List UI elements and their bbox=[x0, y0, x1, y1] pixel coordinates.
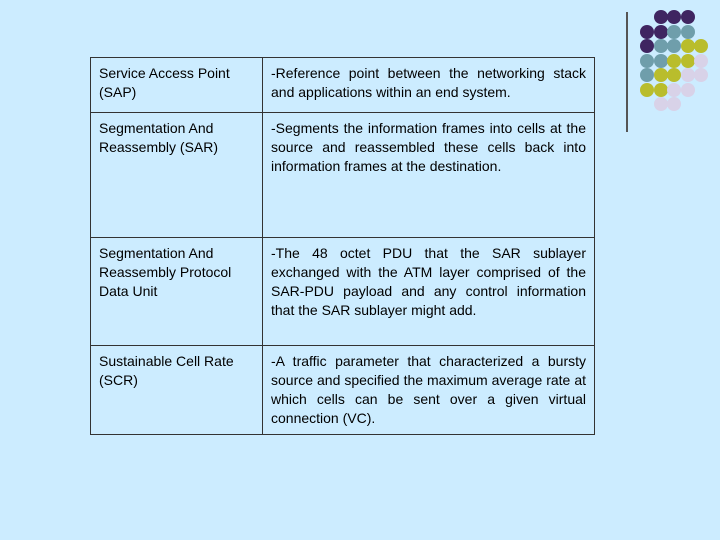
table-row bbox=[91, 346, 595, 435]
glossary-definition: -The 48 octet PDU that the SAR sublayer exchanged with the ATM layer comprised of the SAR-PDU payload and any control information that the SAR sublayer might add. bbox=[263, 238, 595, 346]
glossary-term: Segmentation And Reassembly (SAR) bbox=[91, 113, 263, 238]
decorative-dot bbox=[654, 68, 668, 82]
decorative-dot bbox=[667, 39, 681, 53]
table-row bbox=[91, 113, 595, 238]
glossary-term: Sustainable Cell Rate (SCR) bbox=[91, 346, 263, 435]
decorative-dot bbox=[667, 97, 681, 111]
decorative-dot bbox=[640, 68, 654, 82]
decorative-dot bbox=[654, 97, 668, 111]
glossary-definition: -A traffic parameter that characterized a bursty source and specified the maximum average rate at which cells can be sent over a given virtual connection (VC). bbox=[263, 346, 595, 435]
table-row bbox=[91, 238, 595, 346]
decorative-dot bbox=[654, 39, 668, 53]
decorative-dot bbox=[640, 54, 654, 68]
decorative-dot bbox=[681, 25, 695, 39]
table-row bbox=[91, 58, 595, 113]
decorative-dot bbox=[694, 54, 708, 68]
glossary-term: Segmentation And Reassembly Protocol Data Unit bbox=[91, 238, 263, 346]
decorative-dot bbox=[654, 10, 668, 24]
decorative-dot bbox=[681, 39, 695, 53]
decorative-dot bbox=[694, 39, 708, 53]
decorative-dot bbox=[640, 25, 654, 39]
decorative-dot bbox=[667, 10, 681, 24]
decorative-dot bbox=[667, 68, 681, 82]
glossary-term: Service Access Point (SAP) bbox=[91, 58, 263, 113]
decorative-dot bbox=[681, 83, 695, 97]
decorative-dot bbox=[694, 68, 708, 82]
glossary-table bbox=[90, 57, 595, 435]
decorative-dot bbox=[640, 39, 654, 53]
decorative-dot bbox=[667, 54, 681, 68]
decorative-dot bbox=[681, 68, 695, 82]
decorative-dot bbox=[667, 25, 681, 39]
decorative-dot bbox=[654, 54, 668, 68]
decorative-dot bbox=[667, 83, 681, 97]
decorative-dot bbox=[681, 10, 695, 24]
decorative-dot bbox=[654, 25, 668, 39]
decorative-vertical-line bbox=[626, 12, 628, 132]
decorative-dot bbox=[640, 83, 654, 97]
glossary-definition: -Reference point between the networking stack and applications within an end system. bbox=[263, 58, 595, 113]
decorative-dot bbox=[681, 54, 695, 68]
decorative-dot bbox=[654, 83, 668, 97]
glossary-definition: -Segments the information frames into cells at the source and reassembled these cells back into information frames at the destination. bbox=[263, 113, 595, 238]
